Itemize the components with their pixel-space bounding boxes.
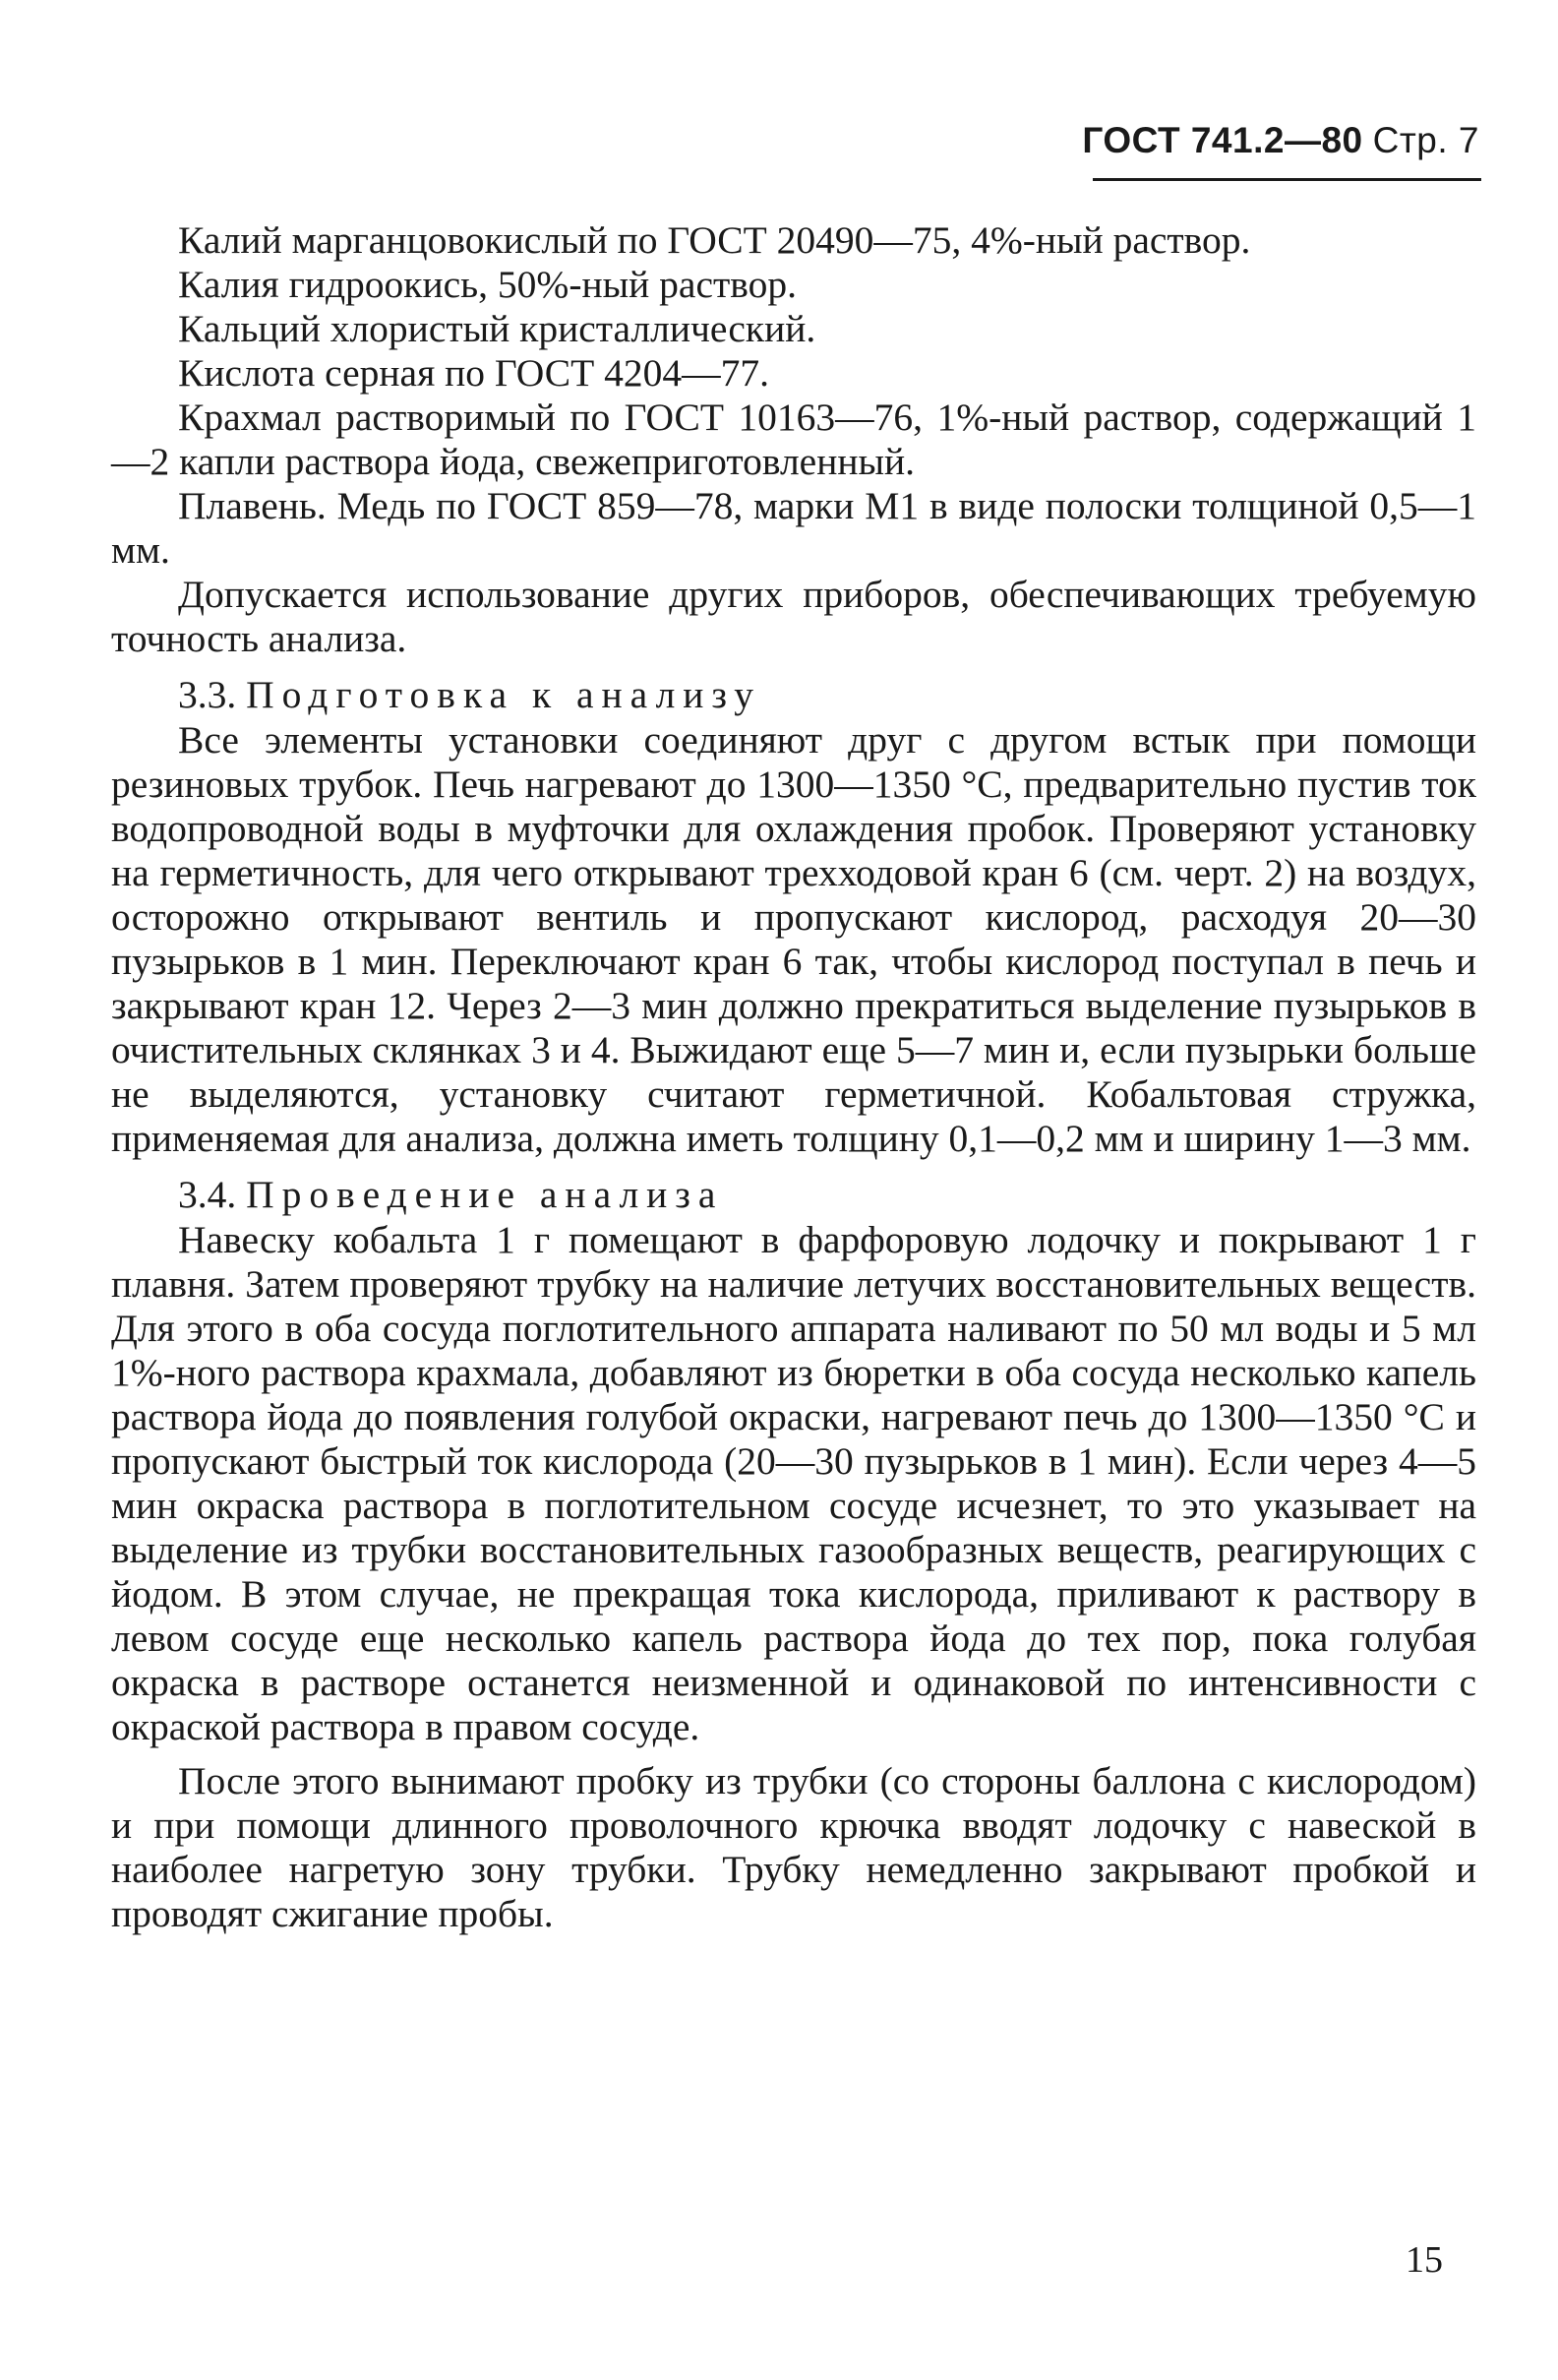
section-number: 3.3. <box>178 673 237 716</box>
header-page-label: Стр. 7 <box>1372 120 1479 160</box>
paragraph-preparation: Все элементы установки соединяют друг с другом встык при помощи резиновых трубок. Печь нагревают до 1300—1350 °С, предварительно пустив ток водопроводной воды в муфточки для охлаждения пробок. Проверяют установку на герметичность, для чего открывают трехходовой кран 6 (см. черт. 2) на воздух, осторожно открывают вентиль и пропускают кислород, расходуя 20—30 пузырьков в 1 мин. Переключают кран 6 так, чтобы кислород поступал в печь и закрывают кран 12. Через 2—3 мин должно прекратиться выделение пузырьков в очистительных склянках 3 и 4. Выжидают еще 5—7 мин и, если пузырьки больше не выделяются, установку считают герметичной. Кобальтовая стружка, применяемая для анализа, должна иметь толщину 0,1—0,2 мм и ширину 1—3 мм. <box>111 718 1476 1160</box>
header-rule <box>1093 178 1481 181</box>
paragraph-other-devices: Допускается использование других приборов, обеспечивающих требуемую точность анализа. <box>111 573 1476 660</box>
section-number: 3.4. <box>178 1173 237 1216</box>
running-header <box>1082 120 1479 161</box>
standard-code: ГОСТ 741.2—80 <box>1082 120 1363 160</box>
paragraph-potassium-permanganate: Калий марганцовокислый по ГОСТ 20490—75, 4%-ный раствор. <box>178 218 1251 262</box>
paragraph-potassium-hydroxide: Калия гидроокись, 50%-ный раствор. <box>178 263 797 306</box>
paragraph-analysis-1: Навеску кобальта 1 г помещают в фарфоровую лодочку и покрывают 1 г плавня. Затем проверяют трубку на наличие летучих восстановительных веществ. Для этого в оба сосуда поглотительного аппарата наливают по 50 мл воды и 5 мл 1%-ного раствора крахмала, добавляют из бюретки в оба сосуда несколько капель раствора йода до появления голубой окраски, нагревают печь до 1300—1350 °С и пропускают быстрый ток кислорода (20—30 пузырьков в 1 мин). Если через 4—5 мин окраска раствора в поглотительном сосуде исчезнет, то это указывает на выделение из трубки восстановительных газообразных веществ, реагирующих с йодом. В этом случае, не прекращая тока кислорода, приливают к раствору в левом сосуде еще несколько капель раствора йода до тех пор, пока голубая окраска в растворе останется неизменной и одинаковой по интенсивности с окраской раствора в правом сосуде. <box>111 1218 1476 1748</box>
paragraph-flux: Плавень. Медь по ГОСТ 859—78, марки М1 в виде полоски толщиной 0,5—1 мм. <box>111 484 1476 572</box>
section-heading-3-3 <box>111 671 1476 718</box>
page-number: 15 <box>1406 2239 1443 2281</box>
section-title: Подготовка к анализу <box>246 673 761 716</box>
paragraph-analysis-2: После этого вынимают пробку из трубки (со стороны баллона с кислородом) и при помощи длинного проволочного крючка вводят лодочку с навеской в наиболее нагретую зону трубки. Трубку немедленно закрывают пробкой и проводят сжигание пробы. <box>111 1759 1476 1935</box>
paragraph-starch: Крахмал растворимый по ГОСТ 10163—76, 1%-ный раствор, содержащий 1—2 капли раствора йода, свежеприготовленный. <box>111 396 1476 483</box>
paragraph-calcium-chloride: Кальций хлористый кристаллический. <box>178 307 816 350</box>
paragraph-sulfuric-acid: Кислота серная по ГОСТ 4204—77. <box>178 351 769 395</box>
body-text <box>111 218 1476 1936</box>
section-title: Проведение анализа <box>246 1173 724 1216</box>
section-heading-3-4 <box>111 1171 1476 1218</box>
